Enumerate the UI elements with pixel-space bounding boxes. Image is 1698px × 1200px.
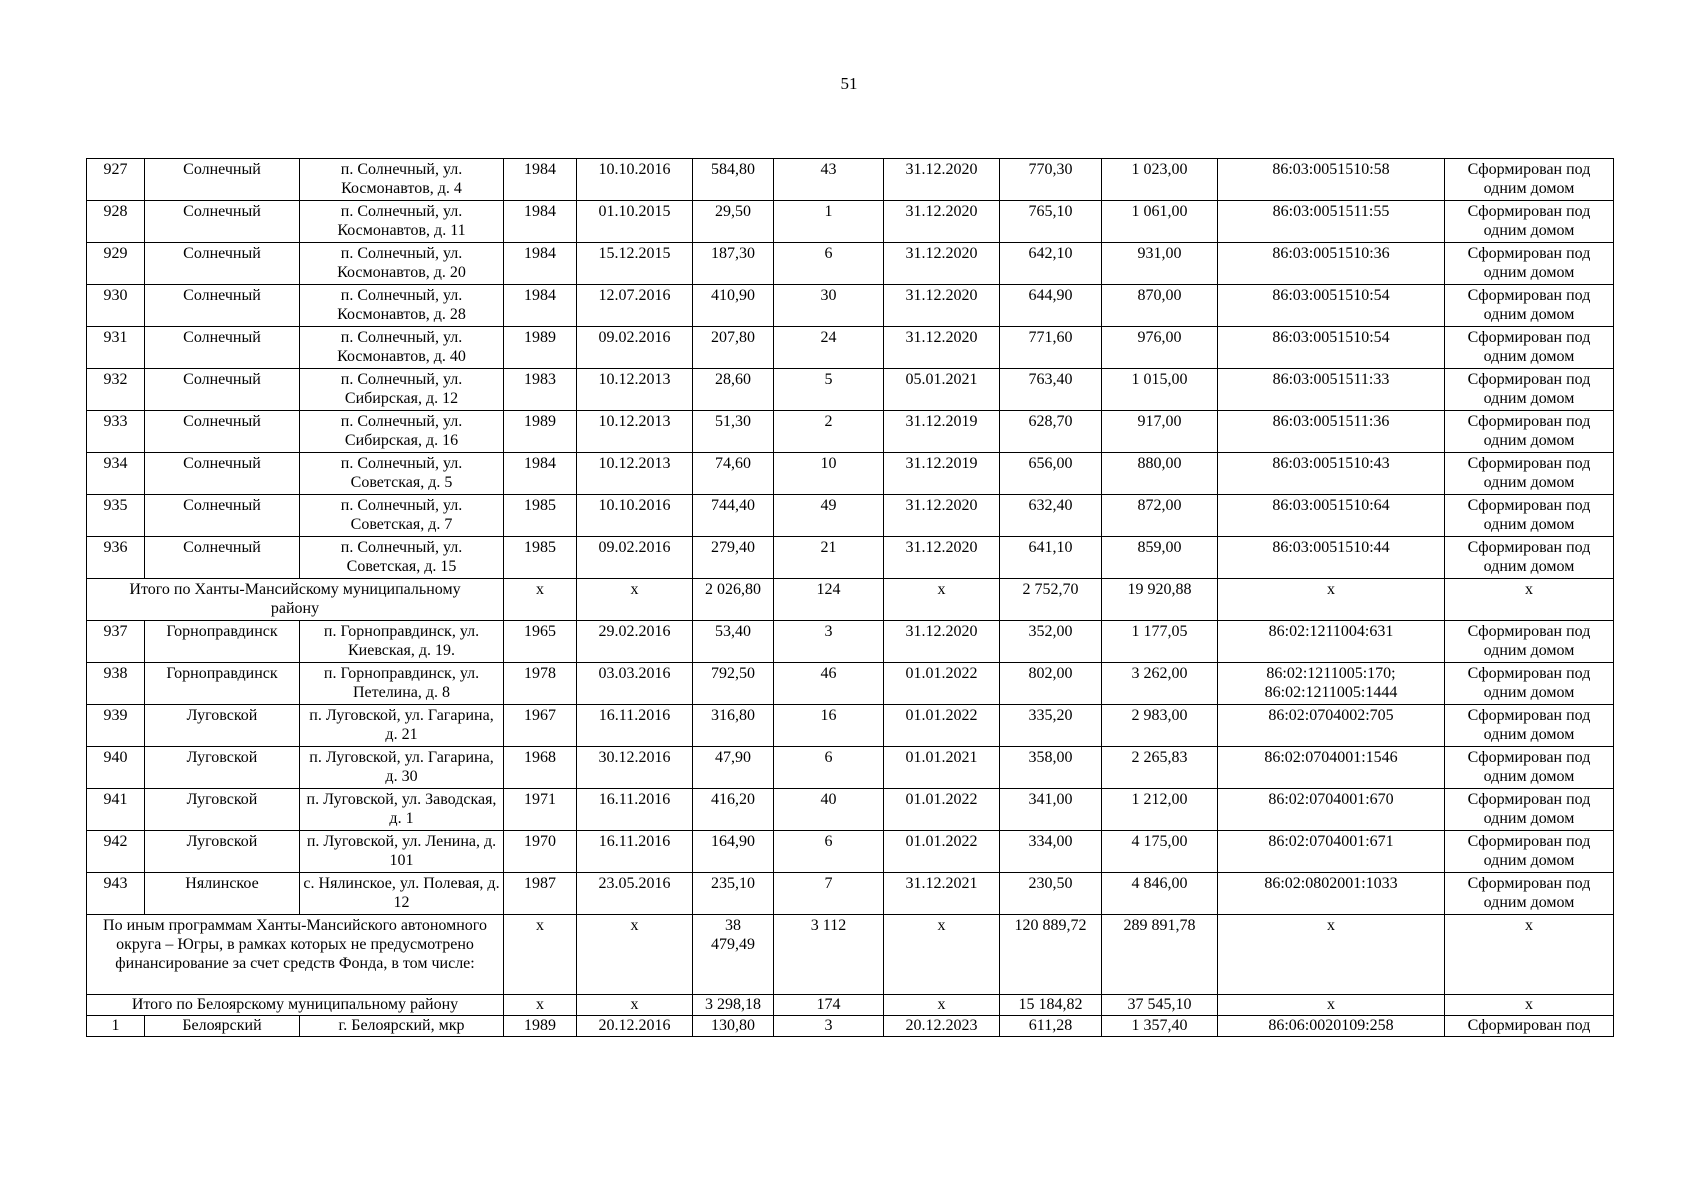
settlement-cell: Луговской [145, 831, 300, 873]
people-count-cell: 10 [774, 453, 884, 495]
status-cell: Сформирован под одним домом [1445, 159, 1614, 201]
cost-cell: 611,28 [1000, 1016, 1102, 1037]
deadline-cell: 31.12.2020 [884, 243, 1000, 285]
row-number-cell: 929 [87, 243, 145, 285]
address-cell: п. Солнечный, ул. Советская, д. 5 [300, 453, 504, 495]
settlement-cell: Солнечный [145, 243, 300, 285]
people-count-cell: 49 [774, 495, 884, 537]
status-cell: x [1445, 915, 1614, 995]
row-number-cell: 943 [87, 873, 145, 915]
cadastral-number-cell: 86:02:1211004:631 [1218, 621, 1445, 663]
year-cell: 1984 [504, 201, 577, 243]
cadastral-number-cell: 86:03:0051511:55 [1218, 201, 1445, 243]
deadline-cell: x [884, 579, 1000, 621]
cadastral-number-cell: 86:03:0051510:36 [1218, 243, 1445, 285]
address-cell: п. Луговской, ул. Гагарина, д. 21 [300, 705, 504, 747]
year-cell: 1987 [504, 873, 577, 915]
status-cell: x [1445, 579, 1614, 621]
settlement-cell: Нялинское [145, 873, 300, 915]
table-row [87, 1016, 1614, 1037]
cost-cell: 644,90 [1000, 285, 1102, 327]
people-count-cell: 5 [774, 369, 884, 411]
cost-cell: 771,60 [1000, 327, 1102, 369]
cost-cell: 763,40 [1000, 369, 1102, 411]
price-cell: 289 891,78 [1102, 915, 1218, 995]
cadastral-number-cell: x [1218, 579, 1445, 621]
cadastral-number-cell: 86:02:0704001:1546 [1218, 747, 1445, 789]
year-cell: 1989 [504, 1016, 577, 1037]
cost-cell: 770,30 [1000, 159, 1102, 201]
settlement-cell: Луговской [145, 705, 300, 747]
cost-cell: 341,00 [1000, 789, 1102, 831]
date-cell: 29.02.2016 [577, 621, 693, 663]
people-count-cell: 6 [774, 243, 884, 285]
price-cell: 37 545,10 [1102, 995, 1218, 1016]
date-cell: 15.12.2015 [577, 243, 693, 285]
table-row [87, 327, 1614, 369]
date-cell: 10.10.2016 [577, 159, 693, 201]
area-cell: 279,40 [693, 537, 774, 579]
area-cell: 130,80 [693, 1016, 774, 1037]
cadastral-number-cell: 86:03:0051510:64 [1218, 495, 1445, 537]
cadastral-number-cell: 86:02:0704001:670 [1218, 789, 1445, 831]
row-number-cell: 937 [87, 621, 145, 663]
row-number-cell: 942 [87, 831, 145, 873]
people-count-cell: 124 [774, 579, 884, 621]
summary-label-cell: По иным программам Ханты-Мансийского автономного округа – Югры, в рамках которых не предусмотрено финансирование за счет средств Фонда, в том числе: [87, 915, 504, 995]
price-cell: 3 262,00 [1102, 663, 1218, 705]
cost-cell: 641,10 [1000, 537, 1102, 579]
people-count-cell: 24 [774, 327, 884, 369]
cadastral-number-cell: 86:02:0704001:671 [1218, 831, 1445, 873]
area-cell: 584,80 [693, 159, 774, 201]
deadline-cell: 01.01.2021 [884, 747, 1000, 789]
address-cell: п. Солнечный, ул. Космонавтов, д. 40 [300, 327, 504, 369]
deadline-cell: 31.12.2020 [884, 159, 1000, 201]
district-summary-row [87, 995, 1614, 1016]
price-cell: 917,00 [1102, 411, 1218, 453]
table-row [87, 453, 1614, 495]
deadline-cell: 31.12.2020 [884, 495, 1000, 537]
date-cell: 01.10.2015 [577, 201, 693, 243]
date-cell: 23.05.2016 [577, 873, 693, 915]
year-cell: 1984 [504, 159, 577, 201]
status-cell: Сформирован под одним домом [1445, 285, 1614, 327]
row-number-cell: 936 [87, 537, 145, 579]
summary-label-cell: Итого по Ханты-Мансийскому муниципальному району [87, 579, 504, 621]
address-cell: п. Солнечный, ул. Космонавтов, д. 4 [300, 159, 504, 201]
people-count-cell: 43 [774, 159, 884, 201]
year-cell: 1978 [504, 663, 577, 705]
status-cell: Сформирован под одним домом [1445, 537, 1614, 579]
deadline-cell: 01.01.2022 [884, 789, 1000, 831]
status-cell: Сформирован под одним домом [1445, 747, 1614, 789]
cadastral-number-cell: 86:03:0051511:36 [1218, 411, 1445, 453]
people-count-cell: 40 [774, 789, 884, 831]
people-count-cell: 21 [774, 537, 884, 579]
year-cell: 1989 [504, 327, 577, 369]
year-cell: 1971 [504, 789, 577, 831]
status-cell: Сформирован под одним домом [1445, 201, 1614, 243]
deadline-cell: 31.12.2019 [884, 453, 1000, 495]
cadastral-number-cell: 86:03:0051510:58 [1218, 159, 1445, 201]
area-cell: 792,50 [693, 663, 774, 705]
table-row [87, 873, 1614, 915]
cost-cell: 656,00 [1000, 453, 1102, 495]
cadastral-number-cell: 86:03:0051510:43 [1218, 453, 1445, 495]
year-cell: 1989 [504, 411, 577, 453]
deadline-cell: 31.12.2020 [884, 537, 1000, 579]
address-cell: п. Солнечный, ул. Советская, д. 7 [300, 495, 504, 537]
row-number-cell: 940 [87, 747, 145, 789]
price-cell: 19 920,88 [1102, 579, 1218, 621]
row-number-cell: 930 [87, 285, 145, 327]
year-cell: 1967 [504, 705, 577, 747]
price-cell: 2 265,83 [1102, 747, 1218, 789]
price-cell: 1 023,00 [1102, 159, 1218, 201]
date-cell: 16.11.2016 [577, 705, 693, 747]
table-row [87, 747, 1614, 789]
area-cell: 47,90 [693, 747, 774, 789]
program-summary-row [87, 915, 1614, 995]
table-row [87, 789, 1614, 831]
area-cell: 316,80 [693, 705, 774, 747]
page-number: 51 [840, 74, 858, 93]
address-cell: п. Горноправдинск, ул. Киевская, д. 19. [300, 621, 504, 663]
area-cell: 74,60 [693, 453, 774, 495]
table-row [87, 201, 1614, 243]
cost-cell: 632,40 [1000, 495, 1102, 537]
table-row [87, 369, 1614, 411]
row-number-cell: 933 [87, 411, 145, 453]
date-cell: 10.12.2013 [577, 369, 693, 411]
people-count-cell: 3 112 [774, 915, 884, 995]
settlement-cell: Солнечный [145, 495, 300, 537]
people-count-cell: 30 [774, 285, 884, 327]
people-count-cell: 16 [774, 705, 884, 747]
people-count-cell: 3 [774, 1016, 884, 1037]
status-cell: Сформирован под [1445, 1016, 1614, 1037]
summary-label-cell: Итого по Белоярскому муниципальному району [87, 995, 504, 1016]
status-cell: Сформирован под одним домом [1445, 495, 1614, 537]
table-row [87, 495, 1614, 537]
date-cell: 12.07.2016 [577, 285, 693, 327]
people-count-cell: 6 [774, 831, 884, 873]
price-cell: 859,00 [1102, 537, 1218, 579]
year-cell: 1968 [504, 747, 577, 789]
year-cell: 1984 [504, 453, 577, 495]
settlement-cell: Солнечный [145, 537, 300, 579]
cost-cell: 15 184,82 [1000, 995, 1102, 1016]
area-cell: 51,30 [693, 411, 774, 453]
people-count-cell: 7 [774, 873, 884, 915]
deadline-cell: 20.12.2023 [884, 1016, 1000, 1037]
date-cell: 10.12.2013 [577, 411, 693, 453]
table-row [87, 243, 1614, 285]
cost-cell: 120 889,72 [1000, 915, 1102, 995]
cadastral-number-cell: 86:02:0802001:1033 [1218, 873, 1445, 915]
deadline-cell: 31.12.2019 [884, 411, 1000, 453]
area-cell: 410,90 [693, 285, 774, 327]
cadastral-number-cell: 86:03:0051510:54 [1218, 285, 1445, 327]
year-cell: x [504, 915, 577, 995]
row-number-cell: 939 [87, 705, 145, 747]
area-cell: 3 298,18 [693, 995, 774, 1016]
settlement-cell: Солнечный [145, 159, 300, 201]
address-cell: п. Солнечный, ул. Сибирская, д. 12 [300, 369, 504, 411]
price-cell: 880,00 [1102, 453, 1218, 495]
address-cell: п. Солнечный, ул. Советская, д. 15 [300, 537, 504, 579]
area-cell: 28,60 [693, 369, 774, 411]
area-cell: 187,30 [693, 243, 774, 285]
row-number-cell: 938 [87, 663, 145, 705]
address-cell: п. Луговской, ул. Ленина, д. 101 [300, 831, 504, 873]
address-cell: п. Солнечный, ул. Сибирская, д. 16 [300, 411, 504, 453]
status-cell: Сформирован под одним домом [1445, 453, 1614, 495]
cadastral-number-cell: 86:02:1211005:170; 86:02:1211005:1444 [1218, 663, 1445, 705]
status-cell: Сформирован под одним домом [1445, 327, 1614, 369]
deadline-cell: 05.01.2021 [884, 369, 1000, 411]
price-cell: 1 015,00 [1102, 369, 1218, 411]
status-cell: Сформирован под одним домом [1445, 621, 1614, 663]
price-cell: 1 177,05 [1102, 621, 1218, 663]
row-number-cell: 932 [87, 369, 145, 411]
cost-cell: 802,00 [1000, 663, 1102, 705]
status-cell: Сформирован под одним домом [1445, 663, 1614, 705]
cost-cell: 358,00 [1000, 747, 1102, 789]
row-number-cell: 1 [87, 1016, 145, 1037]
table-row [87, 705, 1614, 747]
address-cell: п. Луговской, ул. Гагарина, д. 30 [300, 747, 504, 789]
date-cell: x [577, 915, 693, 995]
cadastral-number-cell: 86:03:0051510:44 [1218, 537, 1445, 579]
table-row [87, 621, 1614, 663]
date-cell: 16.11.2016 [577, 831, 693, 873]
table-body [87, 159, 1614, 1037]
cadastral-number-cell: 86:02:0704002:705 [1218, 705, 1445, 747]
date-cell: 10.12.2013 [577, 453, 693, 495]
people-count-cell: 1 [774, 201, 884, 243]
deadline-cell: 31.12.2020 [884, 621, 1000, 663]
address-cell: г. Белоярский, мкр [300, 1016, 504, 1037]
status-cell: Сформирован под одним домом [1445, 831, 1614, 873]
date-cell: x [577, 995, 693, 1016]
cost-cell: 230,50 [1000, 873, 1102, 915]
date-cell: 20.12.2016 [577, 1016, 693, 1037]
deadline-cell: 31.12.2020 [884, 201, 1000, 243]
settlement-cell: Солнечный [145, 327, 300, 369]
status-cell: Сформирован под одним домом [1445, 369, 1614, 411]
settlement-cell: Солнечный [145, 201, 300, 243]
deadline-cell: 01.01.2022 [884, 705, 1000, 747]
deadline-cell: x [884, 995, 1000, 1016]
area-cell: 744,40 [693, 495, 774, 537]
price-cell: 1 212,00 [1102, 789, 1218, 831]
row-number-cell: 928 [87, 201, 145, 243]
cadastral-number-cell: 86:03:0051511:33 [1218, 369, 1445, 411]
price-cell: 4 175,00 [1102, 831, 1218, 873]
cadastral-number-cell: x [1218, 915, 1445, 995]
deadline-cell: 01.01.2022 [884, 663, 1000, 705]
area-cell: 29,50 [693, 201, 774, 243]
cost-cell: 765,10 [1000, 201, 1102, 243]
date-cell: 10.10.2016 [577, 495, 693, 537]
address-cell: п. Горноправдинск, ул. Петелина, д. 8 [300, 663, 504, 705]
year-cell: 1985 [504, 537, 577, 579]
price-cell: 1 357,40 [1102, 1016, 1218, 1037]
date-cell: 03.03.2016 [577, 663, 693, 705]
price-cell: 4 846,00 [1102, 873, 1218, 915]
housing-registry-table [86, 158, 1614, 1037]
district-summary-row [87, 579, 1614, 621]
date-cell: 09.02.2016 [577, 537, 693, 579]
settlement-cell: Луговской [145, 789, 300, 831]
row-number-cell: 931 [87, 327, 145, 369]
deadline-cell: 31.12.2020 [884, 327, 1000, 369]
status-cell: x [1445, 995, 1614, 1016]
people-count-cell: 46 [774, 663, 884, 705]
date-cell: 09.02.2016 [577, 327, 693, 369]
price-cell: 1 061,00 [1102, 201, 1218, 243]
settlement-cell: Солнечный [145, 453, 300, 495]
address-cell: п. Солнечный, ул. Космонавтов, д. 28 [300, 285, 504, 327]
address-cell: п. Луговской, ул. Заводская, д. 1 [300, 789, 504, 831]
table-row [87, 159, 1614, 201]
status-cell: Сформирован под одним домом [1445, 411, 1614, 453]
address-cell: с. Нялинское, ул. Полевая, д. 12 [300, 873, 504, 915]
area-cell: 53,40 [693, 621, 774, 663]
date-cell: 16.11.2016 [577, 789, 693, 831]
date-cell: x [577, 579, 693, 621]
year-cell: 1970 [504, 831, 577, 873]
area-cell: 2 026,80 [693, 579, 774, 621]
cost-cell: 2 752,70 [1000, 579, 1102, 621]
cost-cell: 628,70 [1000, 411, 1102, 453]
address-cell: п. Солнечный, ул. Космонавтов, д. 20 [300, 243, 504, 285]
year-cell: x [504, 995, 577, 1016]
year-cell: 1983 [504, 369, 577, 411]
deadline-cell: x [884, 915, 1000, 995]
year-cell: 1984 [504, 243, 577, 285]
row-number-cell: 927 [87, 159, 145, 201]
settlement-cell: Горноправдинск [145, 663, 300, 705]
area-cell: 416,20 [693, 789, 774, 831]
status-cell: Сформирован под одним домом [1445, 789, 1614, 831]
settlement-cell: Белоярский [145, 1016, 300, 1037]
price-cell: 872,00 [1102, 495, 1218, 537]
deadline-cell: 01.01.2022 [884, 831, 1000, 873]
area-cell: 38 479,49 [693, 915, 774, 995]
table-row [87, 831, 1614, 873]
people-count-cell: 2 [774, 411, 884, 453]
status-cell: Сформирован под одним домом [1445, 705, 1614, 747]
deadline-cell: 31.12.2020 [884, 285, 1000, 327]
cost-cell: 335,20 [1000, 705, 1102, 747]
people-count-cell: 3 [774, 621, 884, 663]
year-cell: x [504, 579, 577, 621]
row-number-cell: 934 [87, 453, 145, 495]
deadline-cell: 31.12.2021 [884, 873, 1000, 915]
area-cell: 207,80 [693, 327, 774, 369]
settlement-cell: Солнечный [145, 411, 300, 453]
date-cell: 30.12.2016 [577, 747, 693, 789]
price-cell: 870,00 [1102, 285, 1218, 327]
table-row [87, 663, 1614, 705]
year-cell: 1965 [504, 621, 577, 663]
price-cell: 2 983,00 [1102, 705, 1218, 747]
cost-cell: 642,10 [1000, 243, 1102, 285]
status-cell: Сформирован под одним домом [1445, 243, 1614, 285]
price-cell: 931,00 [1102, 243, 1218, 285]
area-cell: 235,10 [693, 873, 774, 915]
address-cell: п. Солнечный, ул. Космонавтов, д. 11 [300, 201, 504, 243]
table-row [87, 411, 1614, 453]
cost-cell: 334,00 [1000, 831, 1102, 873]
table-row [87, 537, 1614, 579]
table-row [87, 285, 1614, 327]
cadastral-number-cell: x [1218, 995, 1445, 1016]
status-cell: Сформирован под одним домом [1445, 873, 1614, 915]
settlement-cell: Луговской [145, 747, 300, 789]
year-cell: 1984 [504, 285, 577, 327]
settlement-cell: Солнечный [145, 285, 300, 327]
people-count-cell: 6 [774, 747, 884, 789]
row-number-cell: 935 [87, 495, 145, 537]
row-number-cell: 941 [87, 789, 145, 831]
settlement-cell: Горноправдинск [145, 621, 300, 663]
cost-cell: 352,00 [1000, 621, 1102, 663]
year-cell: 1985 [504, 495, 577, 537]
settlement-cell: Солнечный [145, 369, 300, 411]
cadastral-number-cell: 86:03:0051510:54 [1218, 327, 1445, 369]
area-cell: 164,90 [693, 831, 774, 873]
cadastral-number-cell: 86:06:0020109:258 [1218, 1016, 1445, 1037]
people-count-cell: 174 [774, 995, 884, 1016]
price-cell: 976,00 [1102, 327, 1218, 369]
